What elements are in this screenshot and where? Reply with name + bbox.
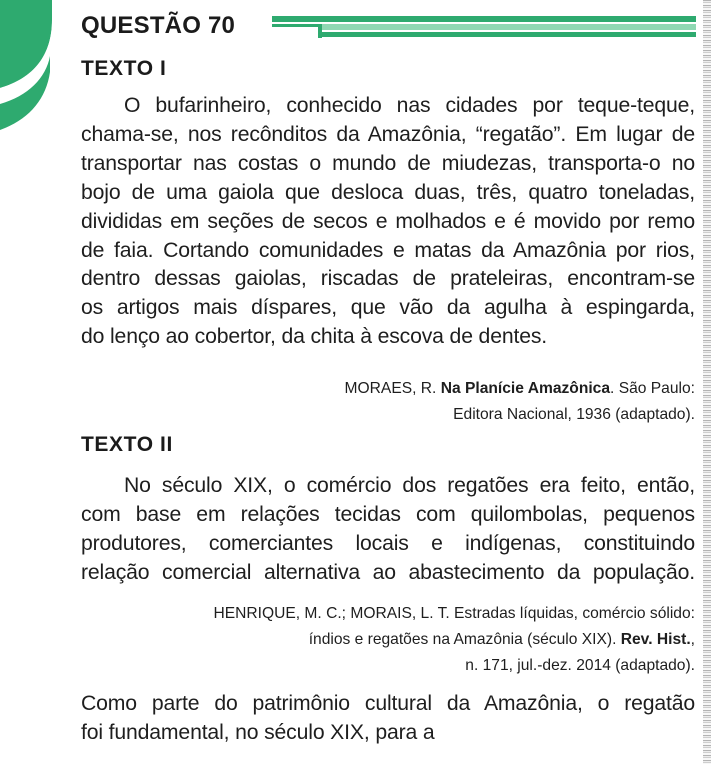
question-prompt	[81, 690, 695, 748]
text1-line: do lenço ao cobertor, da chita à escova de dentes.	[81, 325, 548, 349]
text1-source-line1	[345, 376, 695, 402]
text1-line: os artigos mais díspares, que vão da agulha à espingarda,	[81, 296, 695, 320]
left-decorative-shape	[0, 0, 52, 140]
text2-source-line1: HENRIQUE, M. C.; MORAIS, L. T. Estradas líquidas, comércio sólido:	[213, 605, 695, 622]
text2-line: relação comercial alternativa ao abastecimento da população.	[81, 560, 695, 584]
text1-title: TEXTO I	[81, 57, 167, 80]
text2-source	[213, 601, 695, 679]
right-edge-microtext-strip	[700, 0, 714, 764]
text2-line: produtores, comerciantes locais e indígenas, constituindo	[81, 531, 695, 555]
header-bar-notch	[318, 24, 322, 38]
text1-line: dentro dessas gaiolas, riscadas de prateleiras, encontram-se	[81, 267, 695, 291]
right-edge-pattern	[703, 0, 711, 764]
text1-line: bojo de uma gaiola que desloca duas, três, quatro toneladas,	[81, 180, 695, 204]
text2-source-journal: Rev. Hist.	[620, 631, 691, 648]
text1-line: divididas em seções de secos e molhados e é movido por remo	[81, 209, 695, 233]
question-number: QUESTÃO 70	[81, 12, 236, 39]
text1-source-author: MORAES, R.	[344, 380, 437, 397]
text2-line: com base em relações tecidas com quilombolas, pequenos	[81, 502, 695, 526]
header-bar-light	[320, 24, 696, 30]
text2-title: TEXTO II	[81, 433, 173, 456]
text1-line: chama-se, nos recônditos da Amazônia, “regatão”. Em lugar de	[81, 122, 695, 146]
text1-source-rest: . São Paulo:	[610, 380, 695, 397]
text2-source-line2	[213, 627, 695, 653]
text2-line: No século XIX, o comércio dos regatões era feito, então,	[124, 474, 695, 497]
text1-source-work: Na Planície Amazônica	[440, 380, 611, 397]
header-bar-left-thin	[272, 24, 318, 27]
text1-line: transportar nas costas o mundo de miudezas, transporta-o no	[81, 151, 695, 175]
text2-source-comma: ,	[690, 631, 695, 648]
prompt-line: Como parte do patrimônio cultural da Amazônia, o regatão	[81, 692, 695, 715]
text1-source-line2: Editora Nacional, 1936 (adaptado).	[453, 406, 695, 423]
header-decorative-bars	[272, 16, 696, 38]
text2-paragraph	[81, 472, 695, 588]
text2-source-line3: n. 171, jul.-dez. 2014 (adaptado).	[465, 657, 695, 674]
header-bar-bottom	[322, 32, 696, 37]
text1-line: de faia. Cortando comunidades e matas da Amazônia por rios,	[81, 238, 695, 262]
text2-source-title: índios e regatões na Amazônia (século XIX).	[308, 631, 621, 648]
text1-source	[345, 376, 695, 428]
prompt-line: foi fundamental, no século XIX, para a	[81, 720, 435, 744]
text1-line: O bufarinheiro, conhecido nas cidades por teque-teque,	[124, 94, 695, 117]
text1-paragraph	[81, 92, 695, 352]
header-bar-top	[272, 16, 696, 22]
